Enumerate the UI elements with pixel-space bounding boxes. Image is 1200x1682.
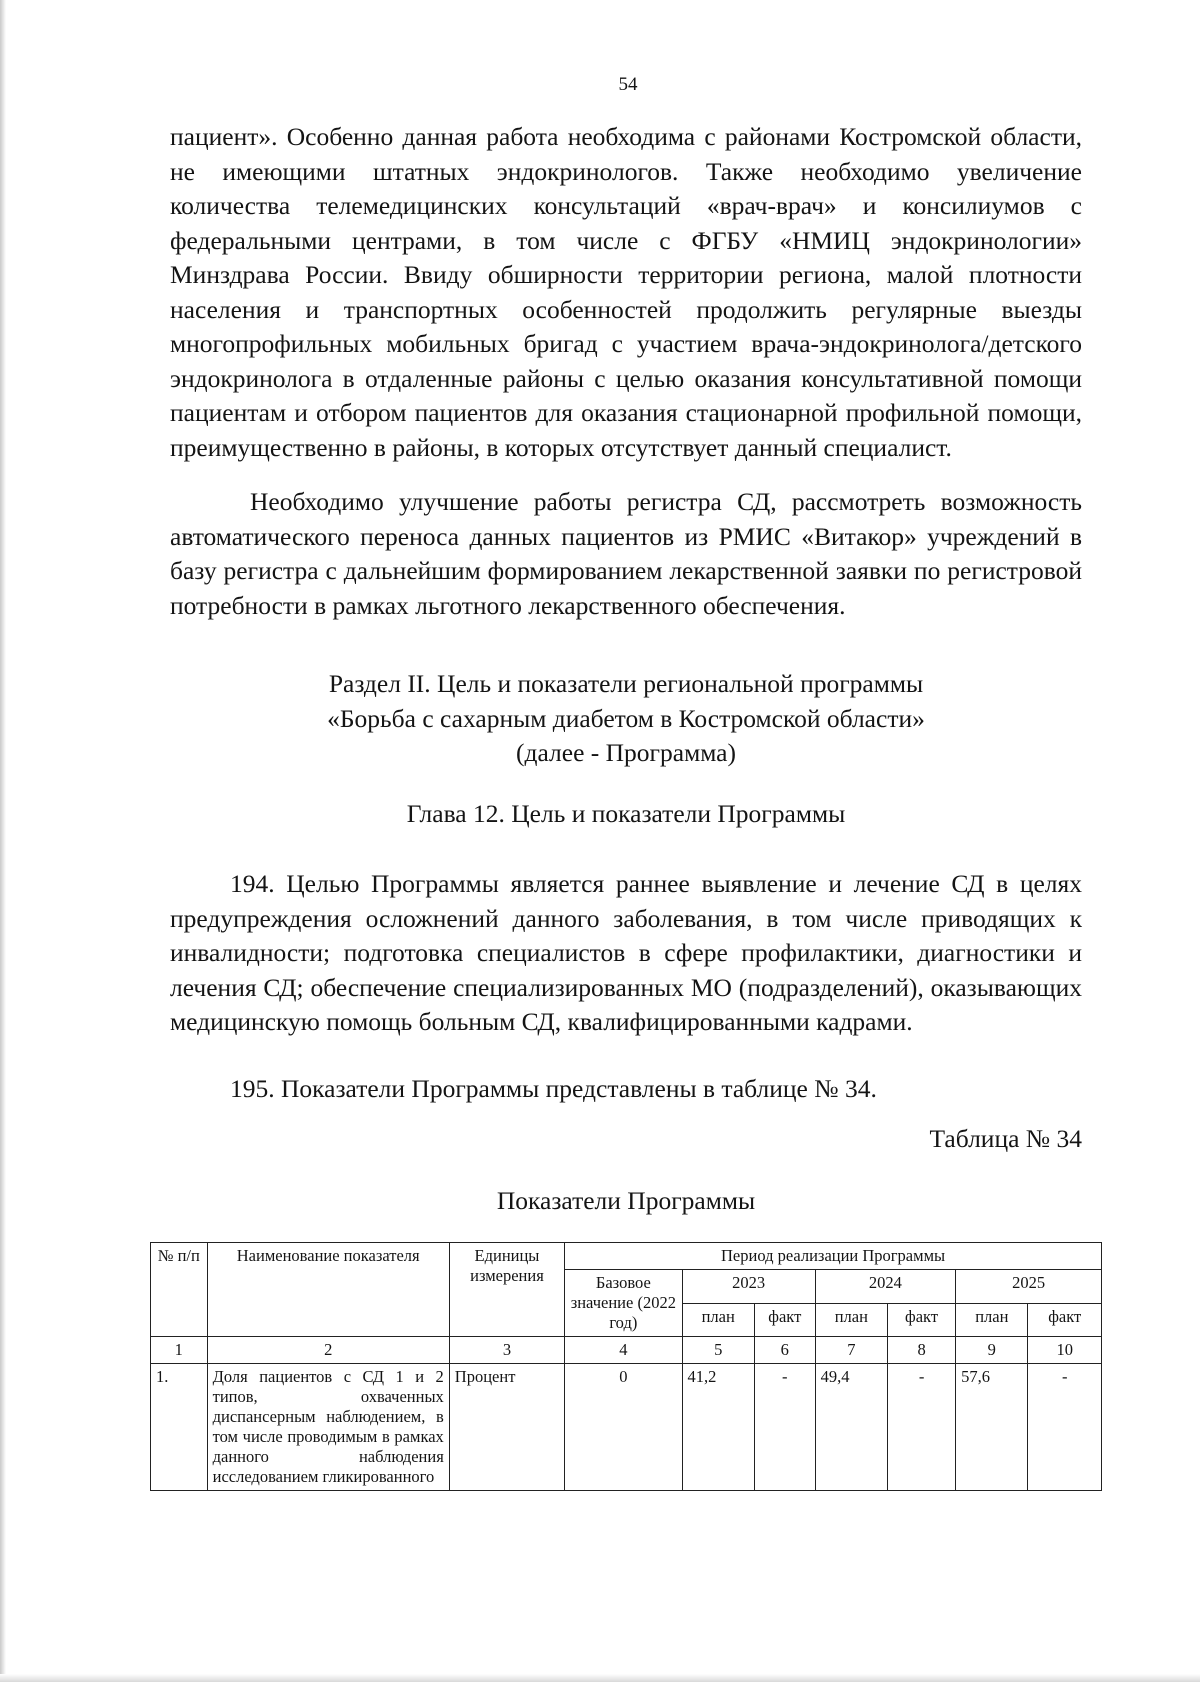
- section-title-line-1: Раздел II. Цель и показатели региональной программы: [328, 669, 924, 698]
- header-fact: факт: [1028, 1303, 1102, 1337]
- section-title-line-3: (далее - Программа): [516, 738, 736, 767]
- indicators-table: [150, 1242, 1102, 1491]
- column-number: 8: [888, 1337, 956, 1364]
- column-number-row: [151, 1337, 1102, 1364]
- column-number: 5: [682, 1337, 754, 1364]
- column-number: 1: [151, 1337, 208, 1364]
- section-title: [170, 667, 1082, 771]
- column-number: 2: [207, 1337, 449, 1364]
- row-fact-2024: -: [888, 1364, 956, 1491]
- column-number: 4: [565, 1337, 682, 1364]
- header-unit: Единицы измерения: [449, 1243, 564, 1337]
- header-name: Наименование показателя: [207, 1243, 449, 1337]
- row-plan-2023: 41,2: [682, 1364, 754, 1491]
- table-caption: Таблица № 34: [929, 1124, 1082, 1153]
- paragraph-195: [170, 1072, 1082, 1107]
- row-base-value: 0: [565, 1364, 682, 1491]
- chapter-title: Глава 12. Цель и показатели Программы: [406, 799, 846, 828]
- header-plan: план: [956, 1303, 1028, 1337]
- paragraph-text: пациент». Особенно данная работа необходима с районами Костромской области, не имеющими штатных эндокринологов. Также необходимо увеличение количества телемедицинских консультаций «врач-врач» и консилиумов с федеральными центрами, в том числе с ФГБУ «НМИЦ эндокринологии» Минздрава России. Ввиду обширности территории региона, малой плотности населения и транспортных особенностей продолжить регулярные выезды многопрофильных мобильных бригад с участием врача-эндокринолога/детского эндокринолога в отдаленные районы с целью оказания консультативной помощи пациентам и отбором пациентов для оказания стационарной профильной помощи, преимущественно в районы, в которых отсутствует данный специалист.: [170, 122, 1082, 462]
- row-plan-2024: 49,4: [815, 1364, 887, 1491]
- section-title-line-2: «Борьба с сахарным диабетом в Костромской области»: [327, 703, 925, 733]
- header-num: № п/п: [151, 1243, 208, 1337]
- header-plan: план: [815, 1303, 887, 1337]
- paragraph-text: 195. Показатели Программы представлены в таблице № 34.: [230, 1074, 877, 1103]
- header-year-2024: 2024: [815, 1270, 955, 1304]
- column-number: 6: [754, 1337, 815, 1364]
- column-number: 7: [815, 1337, 887, 1364]
- scan-edge: [0, 0, 6, 1682]
- paragraph-text: Необходимо улучшение работы регистра СД, рассмотреть возможность автоматического переноса данных пациентов из РМИС «Витакор» учреждений в базу регистра с дальнейшим формированием лекарственной заявки по регистровой потребности в рамках льготного лекарственного обеспечения.: [170, 487, 1082, 620]
- table-title: Показатели Программы: [496, 1186, 756, 1215]
- row-fact-2023: -: [754, 1364, 815, 1491]
- paragraph-194: [170, 867, 1082, 1040]
- header-fact: факт: [754, 1303, 815, 1337]
- row-unit: Процент: [449, 1364, 564, 1491]
- paragraph-2: [170, 485, 1082, 623]
- paragraph-1: [170, 120, 1082, 465]
- row-fact-2025: -: [1028, 1364, 1102, 1491]
- column-number: 3: [449, 1337, 564, 1364]
- table-row: [151, 1364, 1102, 1491]
- column-number: 10: [1028, 1337, 1102, 1364]
- header-fact: факт: [888, 1303, 956, 1337]
- column-number: 9: [956, 1337, 1028, 1364]
- row-indicator-name: Доля пациентов с СД 1 и 2 типов, охваченных диспансерным наблюдением, в том числе проводимым в рамках данного наблюдения исследованием гликированного: [207, 1364, 449, 1491]
- row-plan-2025: 57,6: [956, 1364, 1028, 1491]
- page-number: 54: [618, 74, 638, 95]
- header-period: Период реализации Программы: [565, 1243, 1102, 1270]
- row-num: 1.: [151, 1364, 208, 1491]
- header-plan: план: [682, 1303, 754, 1337]
- header-year-2023: 2023: [682, 1270, 815, 1304]
- scan-edge-bottom: [0, 1674, 1200, 1682]
- table-header-row-1: [151, 1243, 1102, 1270]
- header-base: Базовое значение (2022 год): [565, 1270, 682, 1337]
- paragraph-text: 194. Целью Программы является раннее выявление и лечение СД в целях предупреждения осложнений данного заболевания, в том числе приводящих к инвалидности; подготовка специалистов в сфере профилактики, диагностики и лечения СД; обеспечение специализированных МО (подразделений), оказывающих медицинскую помощь больным СД, квалифицированными кадрами.: [170, 869, 1082, 1036]
- header-year-2025: 2025: [956, 1270, 1102, 1304]
